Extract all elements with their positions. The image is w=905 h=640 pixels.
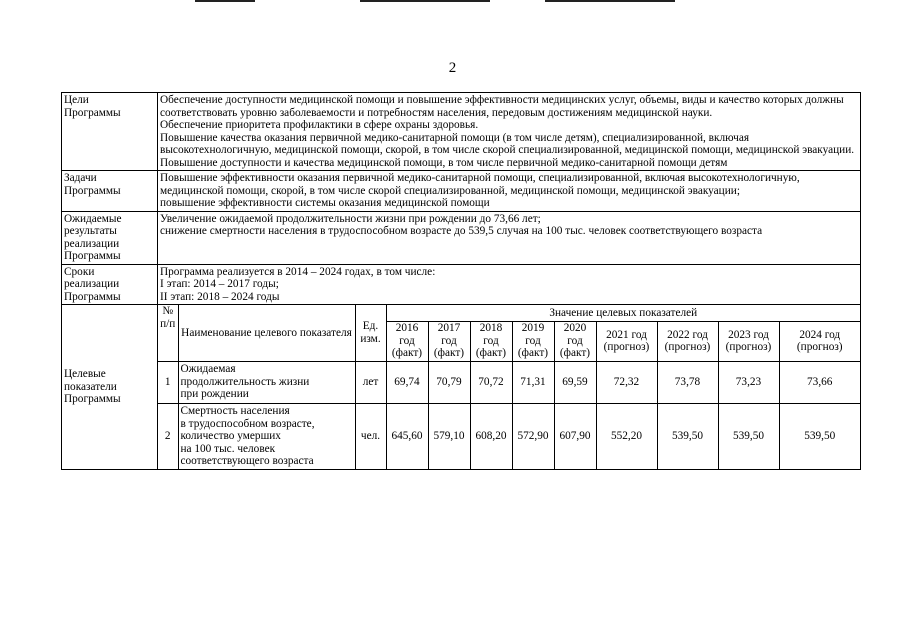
results-label: Ожидаемые результаты реализации Программы xyxy=(62,211,158,264)
row-num: 2 xyxy=(158,403,178,469)
value-cell: 72,32 xyxy=(596,361,657,403)
indicator-name-header: Наименование целевого показателя xyxy=(178,305,355,361)
timeline-row xyxy=(62,264,861,305)
goals-label: Цели Программы xyxy=(62,93,158,171)
year-header-2023: 2023 год (прогноз) xyxy=(718,321,779,361)
unit-cell: лет xyxy=(355,361,386,403)
program-passport-table xyxy=(61,92,861,470)
indicators-label: Целевые показатели Программы xyxy=(62,305,158,470)
indicators-container xyxy=(158,305,861,470)
scan-edge-mark xyxy=(360,0,490,2)
value-cell: 69,74 xyxy=(386,361,428,403)
value-cell: 539,50 xyxy=(779,403,860,469)
year-header-2024: 2024 год (прогноз) xyxy=(779,321,860,361)
year-header-2022: 2022 год (прогноз) xyxy=(657,321,718,361)
value-cell: 71,31 xyxy=(512,361,554,403)
page-number: 2 xyxy=(448,60,457,76)
year-header-2018: 2018 год (факт) xyxy=(470,321,512,361)
indicators-row xyxy=(62,305,861,470)
table-row xyxy=(158,403,860,469)
value-cell: 579,10 xyxy=(428,403,470,469)
row-num: 1 xyxy=(158,361,178,403)
tasks-label: Задачи Программы xyxy=(62,171,158,212)
indicators-header-group-row xyxy=(158,305,860,321)
value-cell: 73,23 xyxy=(718,361,779,403)
goals-content: Обеспечение доступности медицинской помощи и повышение эффективности медицинских услуг, объемы, виды и качество которых должны соответствовать уровню заболеваемости и потребностям населения, передовым достижениям медицинской науки. Обеспечение приоритета профилактики в сфере охраны здоровья. Повышение качества оказания первичной медико-санитарной помощи (в том числе детям), специализированной, включая высокотехнологичную, медицинской помощи, скорой, в том числе скорой специализированной, медицинской помощи, медицинской эвакуации. Повышение доступности и качества медицинской помощи, в том числе первичной медико-санитарной помощи детям xyxy=(158,93,861,171)
year-header-2017: 2017 год (факт) xyxy=(428,321,470,361)
value-cell: 645,60 xyxy=(386,403,428,469)
tasks-row xyxy=(62,171,861,212)
value-cell: 70,72 xyxy=(470,361,512,403)
year-header-2019: 2019 год (факт) xyxy=(512,321,554,361)
value-cell: 69,59 xyxy=(554,361,596,403)
indicator-name: Ожидаемая продолжительность жизни при рождении xyxy=(178,361,355,403)
num-header: № п/п xyxy=(158,305,178,361)
value-cell: 73,78 xyxy=(657,361,718,403)
scan-edge-mark xyxy=(195,0,255,2)
results-content: Увеличение ожидаемой продолжительности жизни при рождении до 73,66 лет; снижение смертности населения в трудоспособном возрасте до 539,5 случая на 100 тыс. человек соответствующего возраста xyxy=(158,211,861,264)
year-header-2016: 2016 год (факт) xyxy=(386,321,428,361)
target-values-header: Значение целевых показателей xyxy=(386,305,860,321)
value-cell: 572,90 xyxy=(512,403,554,469)
unit-header: Ед. изм. xyxy=(355,305,386,361)
year-header-2020: 2020 год (факт) xyxy=(554,321,596,361)
value-cell: 73,66 xyxy=(779,361,860,403)
indicator-name: Смертность населения в трудоспособном возрасте, количество умерших на 100 тыс. человек соответствующего возраста xyxy=(178,403,355,469)
table-row xyxy=(158,361,860,403)
results-row xyxy=(62,211,861,264)
year-header-2021: 2021 год (прогноз) xyxy=(596,321,657,361)
value-cell: 70,79 xyxy=(428,361,470,403)
timeline-label: Сроки реализации Программы xyxy=(62,264,158,305)
value-cell: 539,50 xyxy=(718,403,779,469)
timeline-content: Программа реализуется в 2014 – 2024 годах, в том числе: I этап: 2014 – 2017 годы; II этап: 2018 – 2024 годы xyxy=(158,264,861,305)
scan-edge-mark xyxy=(545,0,675,2)
goals-row xyxy=(62,93,861,171)
value-cell: 607,90 xyxy=(554,403,596,469)
indicators-table xyxy=(158,305,860,469)
value-cell: 539,50 xyxy=(657,403,718,469)
value-cell: 608,20 xyxy=(470,403,512,469)
tasks-content: Повышение эффективности оказания первичной медико-санитарной помощи, специализированной, включая высокотехнологичную, медицинской помощи, скорой, в том числе скорой специализированной, медицинской помощи, медицинской эвакуации; повышение эффективности системы оказания медицинской помощи xyxy=(158,171,861,212)
unit-cell: чел. xyxy=(355,403,386,469)
value-cell: 552,20 xyxy=(596,403,657,469)
